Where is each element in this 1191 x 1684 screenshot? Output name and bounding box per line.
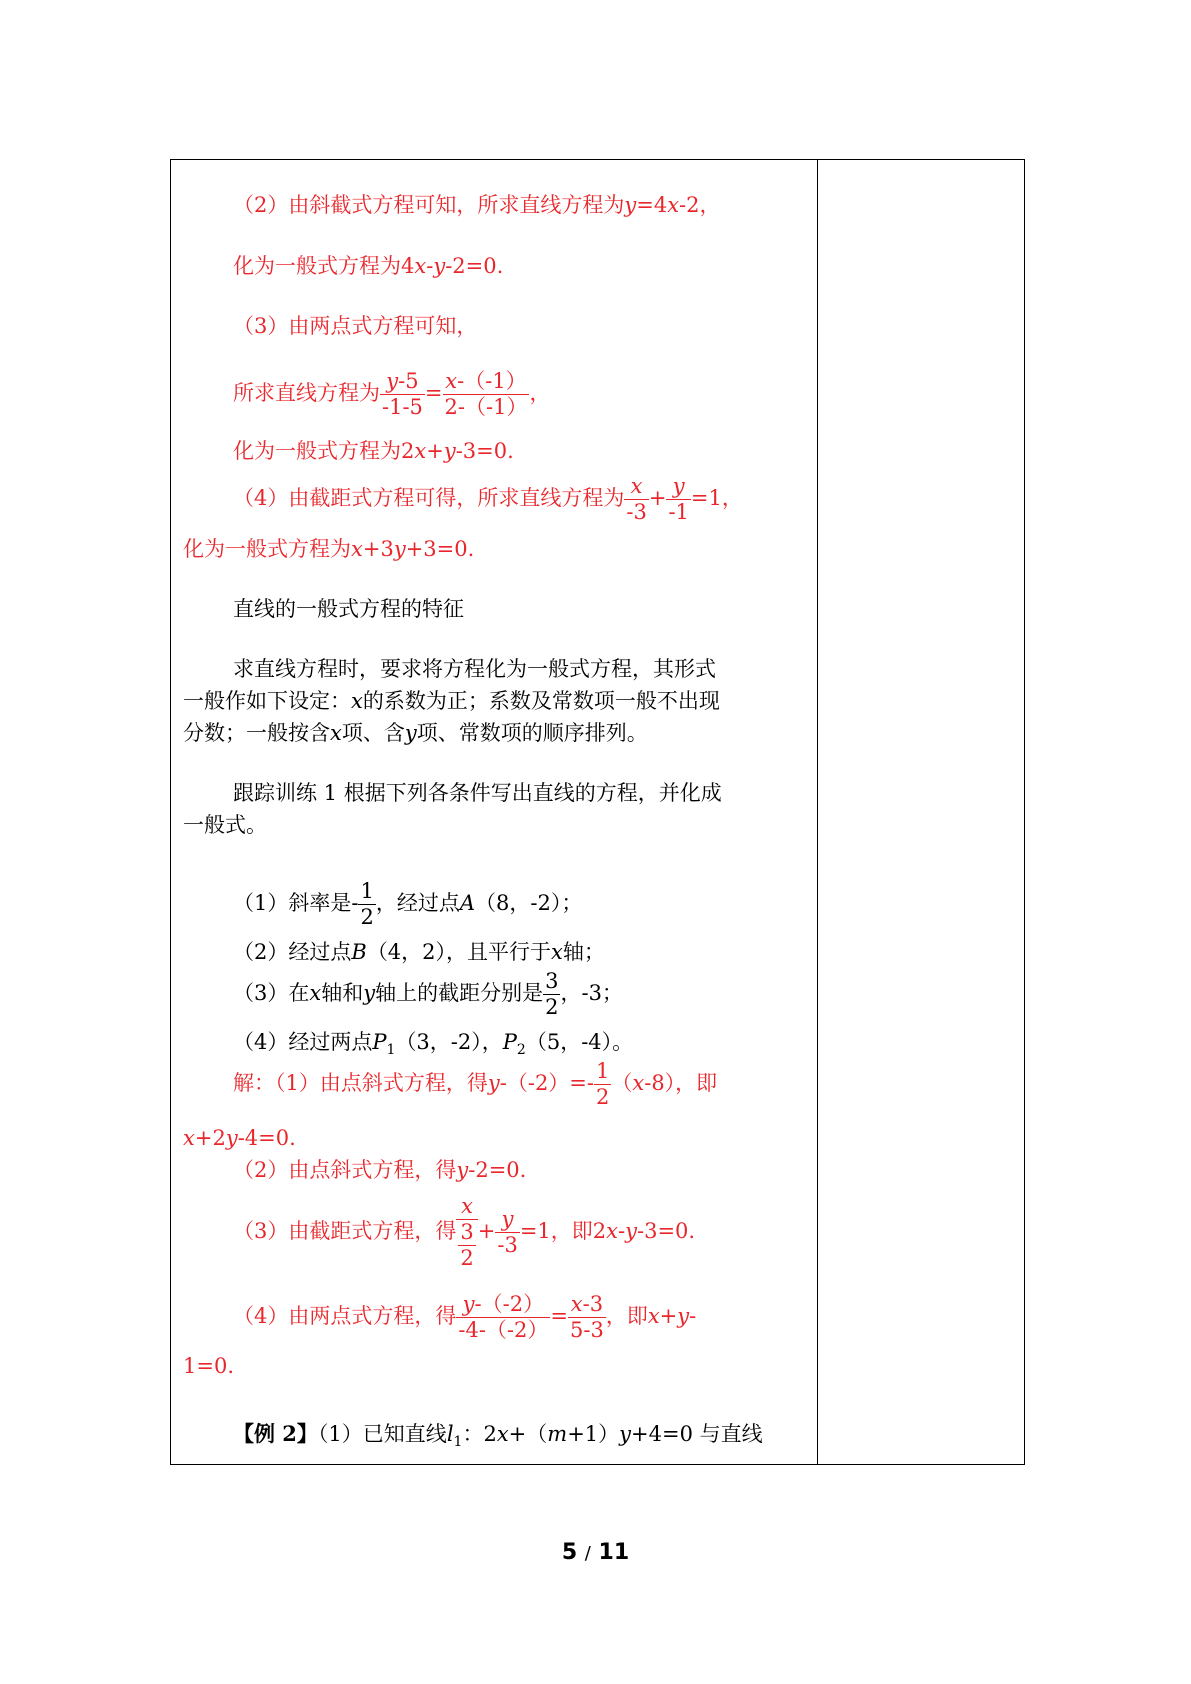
nested-fraction: $\frac{x}{\frac{3}{2}}$	[456, 1196, 477, 1269]
answer-3-line: （3）由两点式方程可知，	[233, 314, 478, 338]
track-title-2: 一般式。	[183, 813, 267, 837]
question-2: （2）经过点B（4，2），且平行于x轴；	[233, 940, 605, 964]
track-title-1: 跟踪训练 1 根据下列各条件写出直线的方程，并化成	[233, 781, 722, 805]
feature-text-3: 分数；一般按含x项、含y项、常数项的顺序排列。	[183, 721, 648, 745]
question-4: （4）经过两点$P_1(3$，-2），$P_2(5$，-4）。	[233, 1030, 634, 1058]
question-1: （1）斜率是- $\frac{1}{2}$ ，经过点A（8，-2）；	[233, 879, 583, 929]
feature-title: 直线的一般式方程的特征	[233, 597, 464, 621]
answer-2-general: 化为一般式方程为4x-y-2=0.	[233, 254, 504, 278]
fraction: $\frac{y-5}{-1-5}$	[382, 369, 423, 419]
question-3: （3）在x轴和y轴上的截距分别是 $\frac{3}{2}$ ，-3；	[233, 969, 623, 1019]
fraction: $\frac{x-3}{5-3}$	[570, 1292, 604, 1342]
solution-1: 解：（1）由点斜式方程，得y-（-2）=- $\frac{1}{2}$ （x-8），即	[233, 1059, 718, 1109]
table-frame	[170, 159, 1025, 1465]
answer-4-general: 化为一般式方程为x+3y+3=0.	[183, 537, 475, 561]
feature-text-1: 求直线方程时，要求将方程化为一般式方程，其形式	[233, 657, 716, 681]
solution-2: （2）由点斜式方程，得y-2=0.	[233, 1158, 527, 1182]
answer-3-equation: 所求直线方程为 $\frac{y-5}{-1-5}$ = $\frac{x-(-1)}{2-(-1)}$ ，	[233, 369, 551, 419]
fraction: $\frac{3}{2}$	[545, 969, 559, 1019]
answer-2-line: （2）由斜截式方程可知，所求直线方程为y=4x-2，	[233, 193, 721, 217]
solution-3: （3）由截距式方程，得 $\frac{x}{\frac{3}{2}}$ + $\frac{y}{-3}$ =1，即2x-y-3=0.	[233, 1194, 696, 1270]
fraction: $\frac{x}{-3}$	[626, 474, 647, 524]
page-number: 5 / 11	[561, 1540, 630, 1565]
solution-4-cont: 1=0.	[183, 1354, 234, 1378]
solution-4: （4）由两点式方程，得 $\frac{y-(-2)}{-4-(-2)}$ = $\frac{x-3}{5-3}$ ，即x+y-	[233, 1292, 697, 1342]
fraction: $\frac{1}{2}$	[596, 1059, 610, 1109]
fraction: $\frac{x-(-1)}{2-(-1)}$	[444, 369, 528, 419]
fraction: $\frac{y}{-3}$	[497, 1207, 518, 1257]
fraction: $\frac{y-(-2)}{-4-(-2)}$	[458, 1292, 549, 1342]
example-2: 【例 2】（1）已知直线$l_1$：2x+（m+1）y+4=0 与直线	[233, 1421, 763, 1450]
answer-3-general: 化为一般式方程为2x+y-3=0.	[233, 439, 514, 463]
fraction: $\frac{3}{2}$	[460, 1220, 474, 1270]
solution-1-cont: x+2y-4=0.	[183, 1126, 296, 1150]
feature-text-2: 一般作如下设定：x的系数为正；系数及常数项一般不出现	[183, 689, 720, 713]
fraction: $\frac{y}{-1}$	[668, 474, 689, 524]
fraction: $\frac{1}{2}$	[360, 879, 374, 929]
answer-4-line: （4）由截距式方程可得，所求直线方程为 $\frac{x}{-3}$ + $\frac{y}{-1}$ =1，	[233, 474, 743, 524]
column-divider	[817, 160, 818, 1464]
